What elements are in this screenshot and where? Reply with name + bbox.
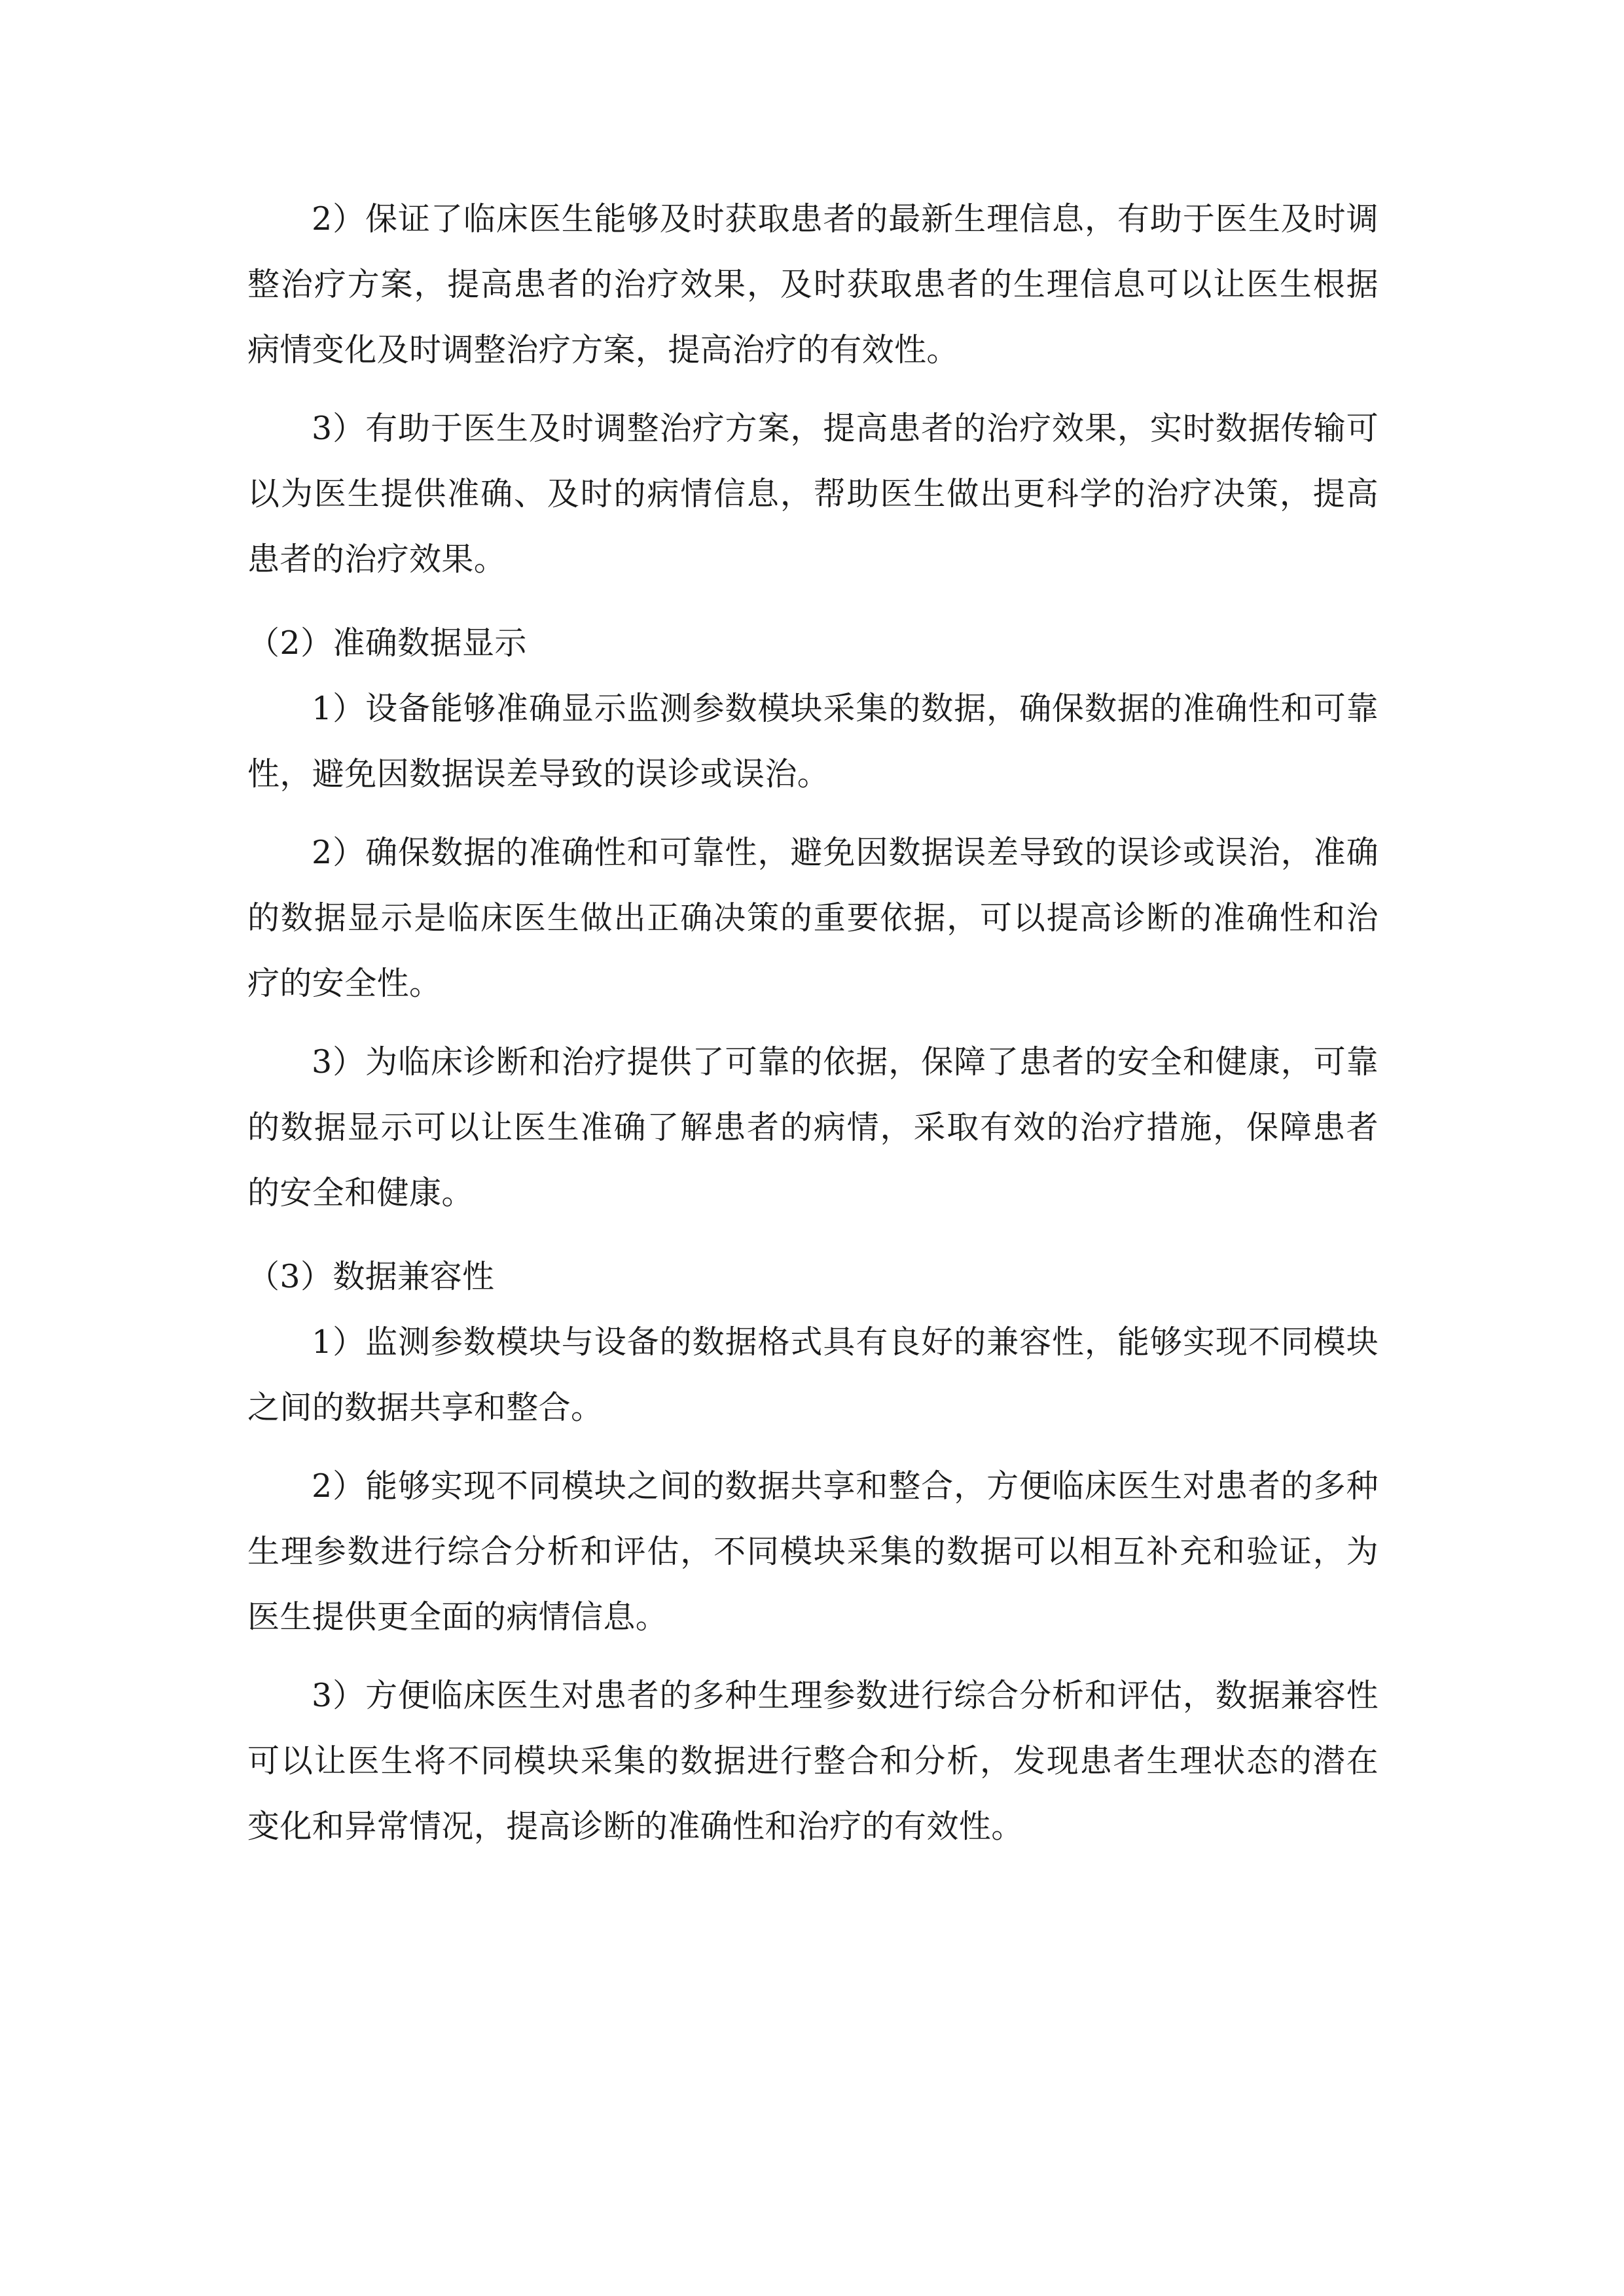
paragraph-2-data-reliability: 2）确保数据的准确性和可靠性，避免因数据误差导致的误诊或误治，准确的数据显示是临床医生做出正确决策的重要依据，可以提高诊断的准确性和治疗的安全性。 [247,834,1379,1002]
section-heading-data-compatibility: （3）数据兼容性 [247,1258,495,1295]
paragraph-1-accurate-display: 1）设备能够准确显示监测参数模块采集的数据，确保数据的准确性和可靠性，避免因数据误差导致的误诊或误治。 [247,690,1379,793]
paragraph-2-data-sharing: 2）能够实现不同模块之间的数据共享和整合，方便临床医生对患者的多种生理参数进行综合分析和评估，不同模块采集的数据可以相互补充和验证，为医生提供更全面的病情信息。 [247,1467,1379,1636]
paragraph-3-comprehensive-analysis: 3）方便临床医生对患者的多种生理参数进行综合分析和评估，数据兼容性可以让医生将不同模块采集的数据进行整合和分析，发现患者生理状态的潜在变化和异常情况，提高诊断的准确性和治疗的有效性。 [247,1677,1379,1845]
paragraph-2-realtime-info: 2）保证了临床医生能够及时获取患者的最新生理信息，有助于医生及时调整治疗方案，提高患者的治疗效果，及时获取患者的生理信息可以让医生根据病情变化及时调整治疗方案，提高治疗的有效性。 [247,200,1379,368]
paragraph-3-treatment-adjustment: 3）有助于医生及时调整治疗方案，提高患者的治疗效果，实时数据传输可以为医生提供准确、及时的病情信息，帮助医生做出更科学的治疗决策，提高患者的治疗效果。 [247,410,1379,578]
section-heading-accurate-display: （2）准确数据显示 [247,624,527,662]
paragraph-3-diagnosis-basis: 3）为临床诊断和治疗提供了可靠的依据，保障了患者的安全和健康，可靠的数据显示可以让医生准确了解患者的病情，采取有效的治疗措施，保障患者的安全和健康。 [247,1043,1379,1211]
paragraph-1-format-compatibility: 1）监测参数模块与设备的数据格式具有良好的兼容性，能够实现不同模块之间的数据共享和整合。 [247,1323,1379,1426]
document-body [247,187,1379,1859]
